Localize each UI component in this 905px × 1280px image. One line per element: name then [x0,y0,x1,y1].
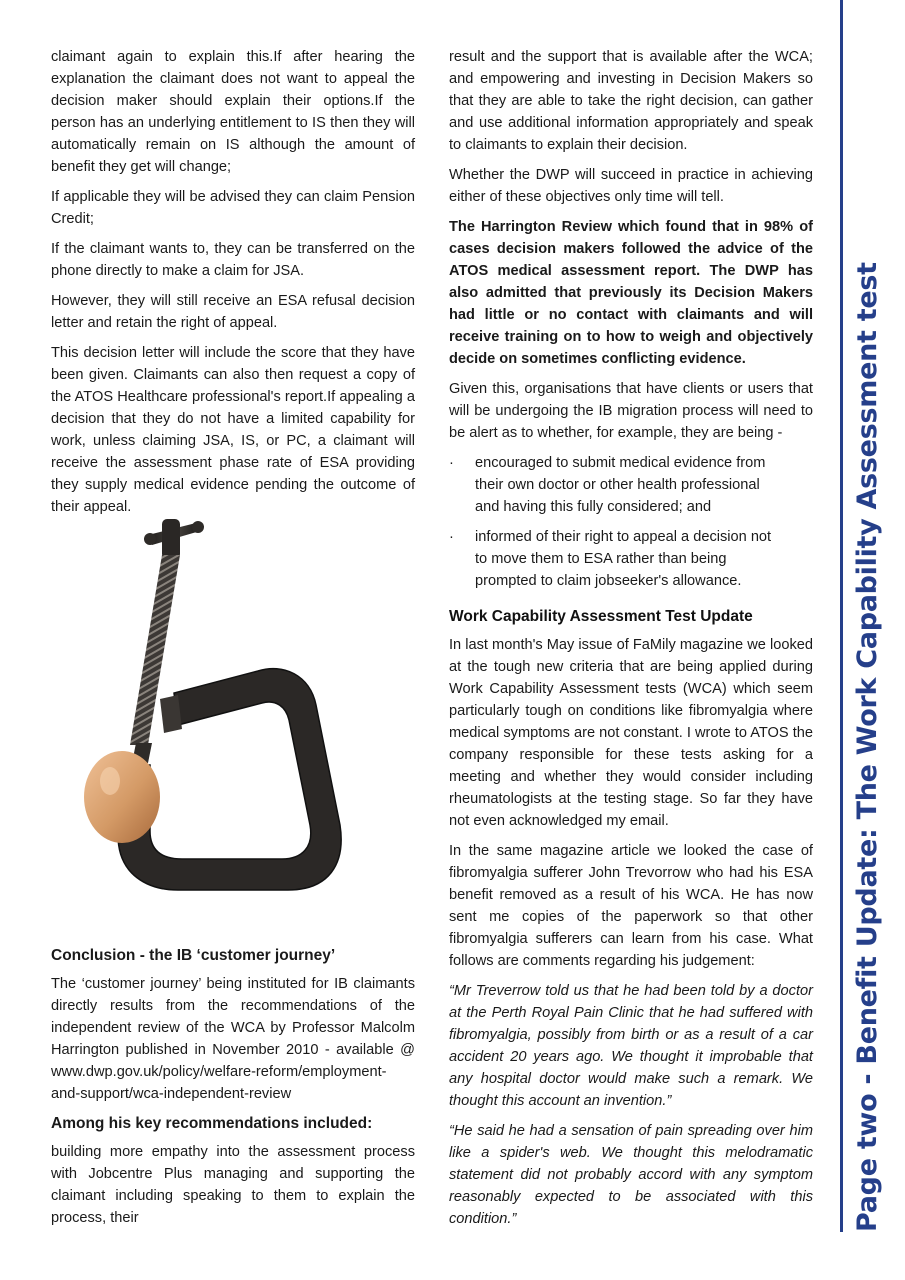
right-paragraph-2: Whether the DWP will succeed in practice in achieving either of these objectives only time will tell. [449,167,813,205]
left-paragraph-7: building more empathy into the assessment process with Jobcentre Plus managing and supporting the claimant including speaking to them to explain the process, their [51,1144,415,1226]
right-column [449,46,813,1238]
left-paragraph-5: This decision letter will include the score that they have been given. Claimants can also then request a copy of the ATOS Healthcare professional's report.If appealing a decision that they do not have a limited capability for work, unless claiming JSA, IS, or PC, a claimant will receive the assessment phase rate of ESA providing they supply medical evidence pending the outcome of their appeal. [51,345,415,515]
sidebar-title: Page two - Benefit Update: The Work Capability Assessment test [852,262,883,1232]
left-column [51,46,415,526]
right-paragraph-5: In last month's May issue of FaMily magazine we looked at the tough new criteria that are being applied during Work Capability Assessment tests (WCA) which seem particularly tough on conditions like fibromyalgia where medical symptoms are not constant. I wrote to ATOS the company responsible for these tests asking for a meeting and whether they would consider including rheumatologists at the testing stage. So far they have not even acknowledged my email. [449,637,813,829]
sidebar-rule [840,0,843,1232]
clamp-screw [130,555,180,763]
left-lower-section [51,945,415,1237]
left-paragraph-6: The ‘customer journey’ being instituted for IB claimants directly results from the recommendations of the independent review of the WCA by Professor Malcolm Harrington published in November 2010 - available @ www.dwp.gov.uk/policy/welfare-reform/employment-and-support/wca-independent-review [51,976,415,1102]
quote-1: “Mr Treverrow told us that he had been told by a doctor at the Perth Royal Pain Clinic that he had suffered with fibromyalgia, possibly from birth or as a result of a car accident 20 years ago. We thought it improbable that any hospital doctor would make such a remark. We thought this account an invention.” [449,983,813,1109]
left-paragraph-4: However, they will still receive an ESA refusal decision letter and retain the right of appeal. [51,293,415,331]
left-paragraph-3: If the claimant wants to, they can be transferred on the phone directly to make a claim for JSA. [51,241,415,279]
recommendations-heading: Among his key recommendations included: [51,1115,373,1132]
right-paragraph-1: result and the support that is available after the WCA; and empowering and investing in Decision Makers so that they are able to take the right decision, can gather and use additional information appropriately and speak to claimants to explain their decision. [449,49,813,153]
right-paragraph-4: Given this, organisations that have clients or users that will be undergoing the IB migration process will need to be alert as to whether, for example, they are being - [449,381,813,441]
wca-update-heading: Work Capability Assessment Test Update [449,608,753,625]
clamp-egg-image [78,515,378,935]
left-paragraph-1: claimant again to explain this.If after hearing the explanation the claimant does not want to appeal the decision maker should explain their options.If the person has an underlying entitlement to IS then they will automatically remain on IS although the amount of benefit they get will change; [51,49,415,175]
left-paragraph-2: If applicable they will be advised they can claim Pension Credit; [51,189,415,227]
right-paragraph-6: In the same magazine article we looked the case of fibromyalgia sufferer John Trevorrow who had his ESA benefit removed as a result of his WCA. He has now sent me copies of the paperwork so that other fibromyalgia sufferers can learn from his case. What follows are comments regarding his judgement: [449,843,813,969]
egg [84,751,160,843]
clamp-handle [144,519,204,559]
bullet-list [449,452,813,592]
clamp-egg-icon [78,515,378,935]
right-paragraph-3: The Harrington Review which found that in 98% of cases decision makers followed the advice of the ATOS medical assessment report. The DWP has also admitted that previously its Decision Makers had little or no contact with claimants and will receive training on to how to weigh and objectively decide on sometimes conflicting evidence. [449,219,813,367]
list-item: · informed of their right to appeal a decision not to move them to ESA rather than being prompted to claim jobseeker's allowance. [449,529,772,589]
list-item: · encouraged to submit medical evidence from their own doctor or other health professional and having this fully considered; and [449,455,766,515]
conclusion-heading: Conclusion - the IB ‘customer journey’ [51,947,336,964]
quote-2: “He said he had a sensation of pain spreading over him like a spider's web. We thought this melodramatic statement did not probably accord with any symptom reasonably expected to be associated with this condition.” [449,1123,813,1227]
